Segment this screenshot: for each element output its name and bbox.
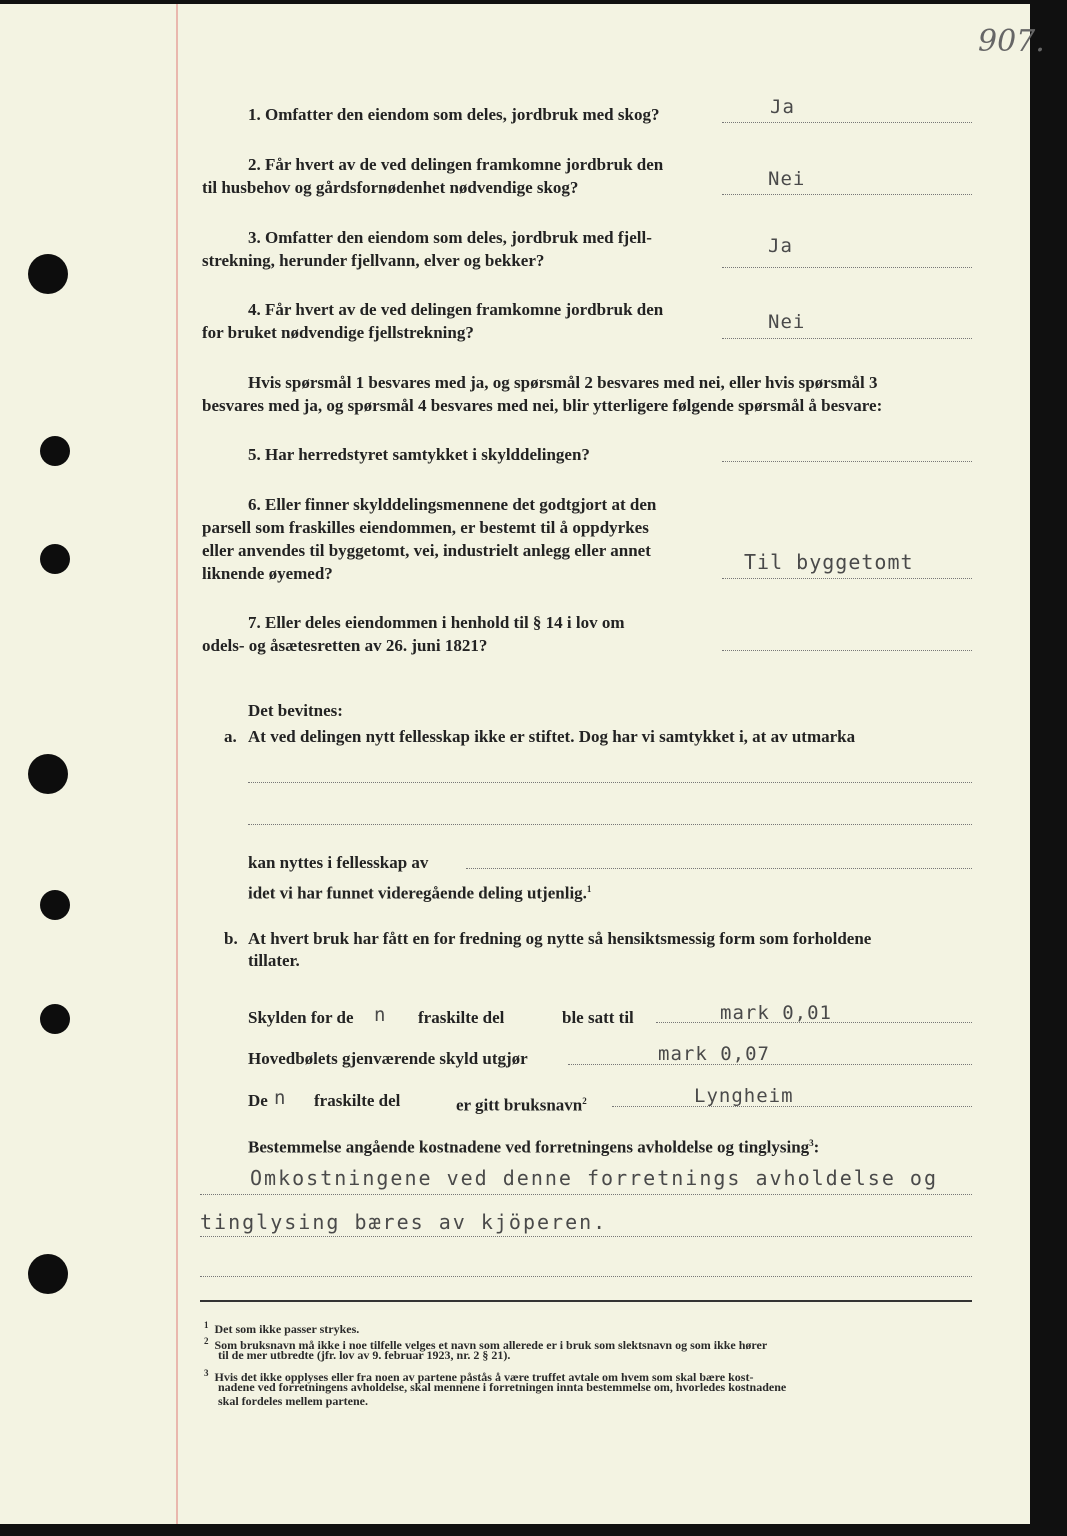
punch-hole <box>40 1004 70 1034</box>
skyld-row1-part3: ble satt til <box>562 1008 634 1027</box>
answer-2: Nei <box>768 168 806 190</box>
punch-hole <box>40 544 70 574</box>
punch-hole <box>28 254 68 294</box>
instruction-line2: besvares med ja, og spørsmål 4 besvares med nei, blir ytterligere følgende spørsmål å besvare: <box>202 396 883 415</box>
question-6-line4: liknende øyemed? <box>202 564 333 583</box>
footnote-text: Det som ikke passer strykes. <box>214 1322 360 1336</box>
costs-line2: tinglysing bæres av kjöperen. <box>200 1210 608 1234</box>
footnote-text: Som bruksnavn må ikke i noe tilfelle velges et navn som allerede er i bruk som slektsnavn og som ikke hører <box>214 1338 768 1352</box>
skyld-row2-label: Hovedbølets gjenværende skyld utgjør <box>248 1049 528 1068</box>
answer-line <box>722 650 972 651</box>
skyld-row3-n: n <box>274 1087 287 1109</box>
skyld-row1-n: n <box>374 1004 387 1026</box>
answer-line <box>722 461 972 462</box>
fill-line <box>200 1236 972 1237</box>
item-a-line2: kan nyttes i fellesskap av <box>248 853 429 872</box>
footnote-2-cont: til de mer utbredte (jfr. lov av 9. februar 1923, nr. 2 § 21). <box>218 1348 511 1362</box>
question-2-line2: til husbehov og gårdsfornødenhet nødvendige skog? <box>202 178 579 197</box>
skyld-row3-part2: fraskilte del <box>314 1091 401 1110</box>
answer-6: Til byggetomt <box>744 550 914 574</box>
question-6-line3: eller anvendes til byggetomt, vei, industrielt anlegg eller annet <box>202 541 651 560</box>
item-b-label: b. <box>224 929 238 948</box>
punch-hole <box>28 754 68 794</box>
question-4-line1: 4. Får hvert av de ved delingen framkomne jordbruk den <box>248 300 664 319</box>
question-6-line1: 6. Eller finner skylddelingsmennene det godtgjort at den <box>248 495 657 514</box>
answer-line <box>722 267 972 268</box>
skyld-row3-part3 <box>456 1090 587 1117</box>
footnote-3-cont1: nadene ved forretningens avholdelse, skal mennene i forretningen innta bestemmelse om, hvorledes kostnadene <box>218 1380 787 1394</box>
item-b-line2: tillater. <box>248 951 300 970</box>
answer-3: Ja <box>768 235 793 257</box>
question-2-line1: 2. Får hvert av de ved delingen framkomne jordbruk den <box>248 155 664 174</box>
bevitnes-heading: Det bevitnes: <box>248 701 343 720</box>
answer-line <box>722 194 972 195</box>
margin-line <box>176 4 178 1524</box>
question-7-line1: 7. Eller deles eiendommen i henhold til § 14 i lov om <box>248 613 625 632</box>
answer-line <box>722 338 972 339</box>
footnote-ref: 3 <box>809 1138 814 1148</box>
item-a-label: a. <box>224 727 237 746</box>
punch-hole <box>40 890 70 920</box>
fill-line <box>568 1064 972 1065</box>
footnote-text: Hvis det ikke opplyses eller fra noen av partene påstås å være truffet avtale om hvem som skal bære kost- <box>214 1370 754 1384</box>
item-a-line3-text: idet vi har funnet videregående deling utjenlig. <box>248 883 587 903</box>
item-a-line3 <box>248 878 591 905</box>
question-3-line2: strekning, herunder fjellvann, elver og bekker? <box>202 251 545 270</box>
footnote-ref: 2 <box>582 1096 587 1106</box>
skyld-row3-part1: De <box>248 1091 268 1110</box>
skyld-row4-label <box>248 1132 819 1159</box>
instruction-line1: Hvis spørsmål 1 besvares med ja, og spørsmål 2 besvares med nei, eller hvis spørsmål 3 <box>248 373 878 392</box>
answer-line <box>722 122 972 123</box>
footnote-number: 2 <box>204 1336 209 1346</box>
question-1: 1. Omfatter den eiendom som deles, jordbruk med skog? <box>248 105 660 124</box>
question-5: 5. Har herredstyret samtykket i skylddelingen? <box>248 445 590 464</box>
skyld-row4-colon: : <box>813 1137 820 1157</box>
skyld-row1-part1: Skylden for de <box>248 1008 354 1027</box>
skyld-row3-part3-text: er gitt bruksnavn <box>456 1095 583 1115</box>
footnote-3-cont2: skal fordeles mellem partene. <box>218 1394 368 1408</box>
item-b-line1: At hvert bruk har fått en for fredning og nytte så hensiktsmessig form som forholdene <box>248 929 872 948</box>
skyld-row1-part2: fraskilte del <box>418 1008 505 1027</box>
question-7-line2: odels- og åsætesretten av 26. juni 1821? <box>202 636 488 655</box>
skyld-row4-text: Bestemmelse angående kostnadene ved forretningens avholdelse og tinglysing <box>248 1137 810 1157</box>
document-page <box>0 4 1045 1524</box>
question-6-line2: parsell som fraskilles eiendommen, er bestemt til å oppdyrkes <box>202 518 649 537</box>
item-a-text: At ved delingen nytt fellesskap ikke er stiftet. Dog har vi samtykket i, at av utmarka <box>248 727 856 746</box>
footnote-ref: 1 <box>586 884 592 894</box>
footnote-number: 1 <box>204 1320 209 1330</box>
punch-hole <box>28 1254 68 1294</box>
costs-line1: Omkostningene ved denne forretnings avholdelse og <box>250 1166 939 1190</box>
fill-line <box>248 824 972 825</box>
question-3-line1: 3. Omfatter den eiendom som deles, jordbruk med fjell- <box>248 228 652 247</box>
footnote-rule <box>200 1300 972 1302</box>
page-number: 907. <box>978 24 1045 59</box>
question-4-line2: for bruket nødvendige fjellstrekning? <box>202 323 474 342</box>
fill-line <box>200 1194 972 1195</box>
answer-line <box>722 578 972 579</box>
skyld-row1-value: mark 0,01 <box>720 1002 832 1024</box>
answer-1: Ja <box>770 96 795 118</box>
footnote-number: 3 <box>204 1368 209 1378</box>
fill-line <box>200 1276 972 1277</box>
fill-line <box>466 868 972 869</box>
skyld-row2-value: mark 0,07 <box>658 1043 770 1065</box>
skyld-row3-value: Lyngheim <box>694 1085 794 1107</box>
answer-4: Nei <box>768 311 806 333</box>
punch-hole <box>40 436 70 466</box>
fill-line <box>248 782 972 783</box>
